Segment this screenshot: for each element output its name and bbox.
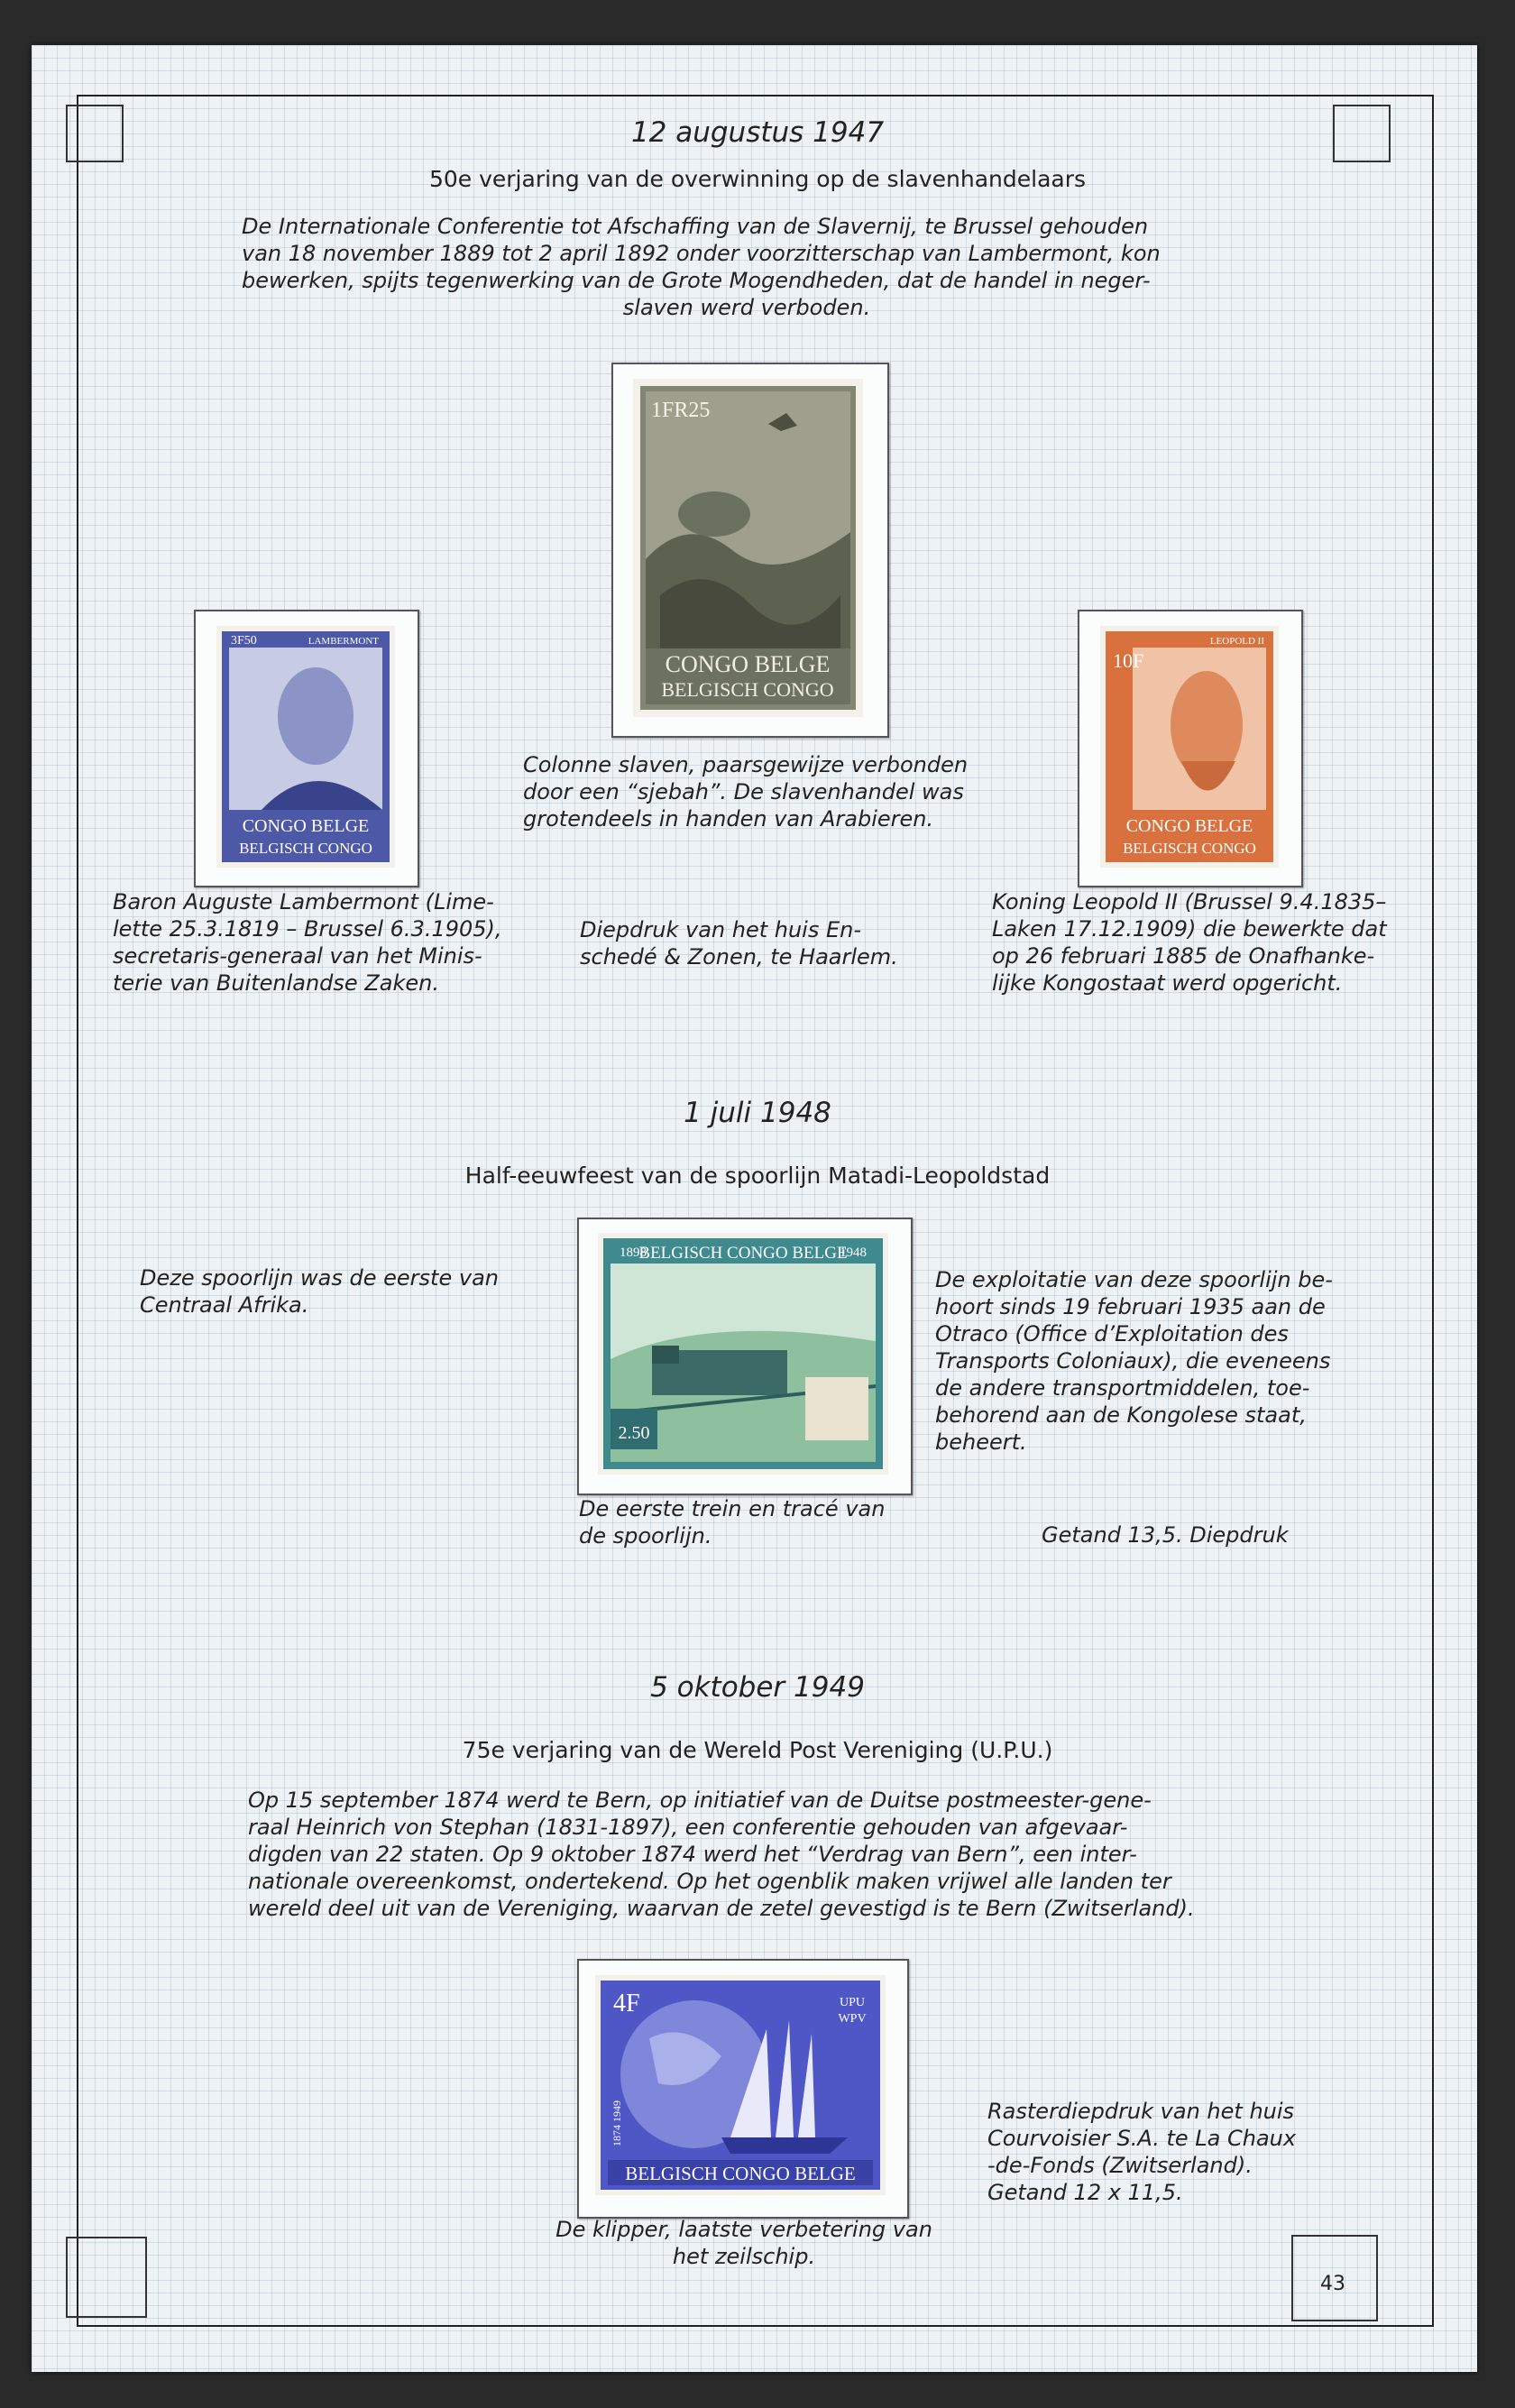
intro-line: De Internationale Conferentie tot Afschaffing van de Slavernij, te Brussel gehouden xyxy=(242,214,1149,239)
stamp-value-text: 3F50 xyxy=(231,634,257,648)
page-border-bottom xyxy=(77,2325,1434,2327)
section2-note: Getand 13,5. Diepdruk xyxy=(1042,1522,1289,1548)
text-line: beheert. xyxy=(935,1429,1027,1455)
stamp-country-text: CONGO BELGE xyxy=(242,816,370,836)
stamp-lambermont xyxy=(216,626,395,868)
text-line: behorend aan de Kongolese staat, xyxy=(935,1402,1307,1428)
corner-box-top-right xyxy=(1333,105,1391,162)
text-line: Deze spoorlijn was de eerste van xyxy=(140,1265,499,1291)
page-number: 43 xyxy=(1320,2273,1345,2295)
caption-line: de spoorlijn. xyxy=(579,1523,712,1549)
section3-intro xyxy=(248,1787,1267,1922)
stamp-country-text: BELGISCH CONGO BELGE xyxy=(638,1244,848,1263)
caption-line: grotendeels in handen van Arabieren. xyxy=(523,806,934,832)
stamp-country-text: CONGO BELGE xyxy=(665,651,831,677)
section3-right-text xyxy=(987,2098,1366,2206)
page-border-right xyxy=(1432,95,1434,2327)
caption-line: schedé & Zonen, te Haarlem. xyxy=(580,944,898,970)
section2-right-text xyxy=(935,1266,1386,1456)
caption-line: terie van Buitenlandse Zaken. xyxy=(113,970,439,996)
caption-line: door een “sjebah”. De slavenhandel was xyxy=(523,779,964,804)
section2-left-text xyxy=(140,1264,564,1319)
intro-line: slaven werd verboden. xyxy=(622,295,871,320)
text-line: de andere transportmiddelen, toe- xyxy=(935,1375,1310,1401)
caption-line: lijke Kongostaat werd opgericht. xyxy=(992,970,1343,996)
stamp-value-text: 4F xyxy=(613,1990,640,2017)
stamp-country-text: CONGO BELGE xyxy=(1125,816,1253,836)
section3-subtitle: 75e verjaring van de Wereld Post Vereniging (U.P.U.) xyxy=(462,1737,1053,1763)
intro-line: bewerken, spijts tegenwerking van de Grote Mogendheden, dat de handel in neger- xyxy=(242,268,1151,293)
caption-line: Diepdruk van het huis En- xyxy=(580,917,862,942)
section3-date: 5 oktober 1949 xyxy=(650,1671,865,1704)
caption-line: Laken 17.12.1909) die bewerkte dat xyxy=(992,916,1387,942)
stamp-leopold xyxy=(1100,626,1279,868)
stamp-value-text: 1FR25 xyxy=(651,399,711,422)
stamp-upu-text: UPU xyxy=(839,1996,866,2009)
stamp-railway xyxy=(598,1233,888,1475)
text-line: -de-Fonds (Zwitserland). xyxy=(987,2153,1253,2178)
text-line: Transports Coloniaux), die eveneens xyxy=(935,1348,1331,1374)
intro-line: nationale overeenkomst, ondertekend. Op het ogenblik maken vrijwel alle landen ter xyxy=(248,1869,1171,1894)
stamp-slave-column xyxy=(633,379,863,717)
stamp-country-text: BELGISCH CONGO BELGE xyxy=(625,2163,856,2184)
section1-caption-right xyxy=(992,888,1425,997)
page-border-top xyxy=(77,95,1434,97)
intro-line: wereld deel uit van de Vereniging, waarvan de zetel gevestigd is te Bern (Zwitserland). xyxy=(248,1896,1195,1921)
section1-caption-left xyxy=(113,888,528,997)
stamp-value-text: 10F xyxy=(1113,649,1144,672)
caption-line: Koning Leopold II (Brussel 9.4.1835– xyxy=(992,889,1387,914)
text-line: De exploitatie van deze spoorlijn be- xyxy=(935,1267,1333,1292)
stamp-name-text: LAMBERMONT xyxy=(308,636,379,647)
section2-date: 1 juli 1948 xyxy=(684,1097,831,1129)
caption-line: Colonne slaven, paarsgewijze verbonden xyxy=(523,752,969,777)
caption-line: De klipper, laatste verbetering van xyxy=(556,2217,932,2242)
section2-subtitle: Half-eeuwfeest van de spoorlijn Matadi-Leopoldstad xyxy=(464,1163,1051,1189)
text-line: hoort sinds 19 februari 1935 aan de xyxy=(935,1294,1326,1319)
text-line: Rasterdiepdruk van het huis xyxy=(987,2099,1295,2124)
corner-box-top-left xyxy=(66,105,124,162)
caption-line: het zeilschip. xyxy=(672,2244,816,2269)
intro-line: digden van 22 staten. Op 9 oktober 1874 werd het “Verdrag van Bern”, een inter- xyxy=(248,1842,1137,1867)
intro-line: Op 15 september 1874 werd te Bern, op initiatief van de Duitse postmeester-gene- xyxy=(248,1788,1152,1813)
caption-line: Baron Auguste Lambermont (Lime- xyxy=(113,889,494,914)
stamp-value-text: 2.50 xyxy=(618,1423,650,1443)
stamp-year-text: 1898 xyxy=(620,1245,647,1260)
intro-line: raal Heinrich von Stephan (1831-1897), een conferentie gehouden van afgevaar- xyxy=(248,1815,1128,1840)
section1-caption-middle xyxy=(580,916,941,970)
text-line: Centraal Afrika. xyxy=(140,1292,309,1318)
stamp-country-text: BELGISCH CONGO xyxy=(1123,840,1256,857)
stamp-country-text: BELGISCH CONGO xyxy=(239,840,372,857)
text-line: Otraco (Office d’Exploitation des xyxy=(935,1321,1289,1346)
caption-line: secretaris-generaal van het Minis- xyxy=(113,943,482,969)
page-border-left xyxy=(77,95,78,2327)
stamp-country-text: BELGISCH CONGO xyxy=(661,678,834,701)
corner-box-bottom-left xyxy=(66,2237,147,2318)
text-line: Getand 12 x 11,5. xyxy=(987,2180,1183,2205)
stamp-years-text: 1874 1949 xyxy=(611,2100,623,2146)
intro-line: van 18 november 1889 tot 2 april 1892 onder voorzitterschap van Lambermont, kon xyxy=(242,241,1161,266)
section1-intro xyxy=(242,213,1252,321)
section1-caption-center xyxy=(523,751,1010,832)
section1-date: 12 augustus 1947 xyxy=(630,116,885,149)
section2-caption xyxy=(579,1495,958,1549)
stamp-upu xyxy=(595,1975,886,2195)
stamp-name-text: LEOPOLD II xyxy=(1209,636,1264,647)
stamp-wpv-text: WPV xyxy=(838,2012,867,2026)
stamp-year-text: 1948 xyxy=(840,1245,867,1260)
text-line: Courvoisier S.A. te La Chaux xyxy=(987,2126,1297,2151)
caption-line: De eerste trein en tracé van xyxy=(579,1496,886,1521)
section1-subtitle: 50e verjaring van de overwinning op de slavenhandelaars xyxy=(428,166,1087,192)
caption-line: op 26 februari 1885 de Onafhanke- xyxy=(992,943,1375,969)
section3-caption xyxy=(528,2216,960,2270)
caption-line: lette 25.3.1819 – Brussel 6.3.1905), xyxy=(113,916,502,942)
